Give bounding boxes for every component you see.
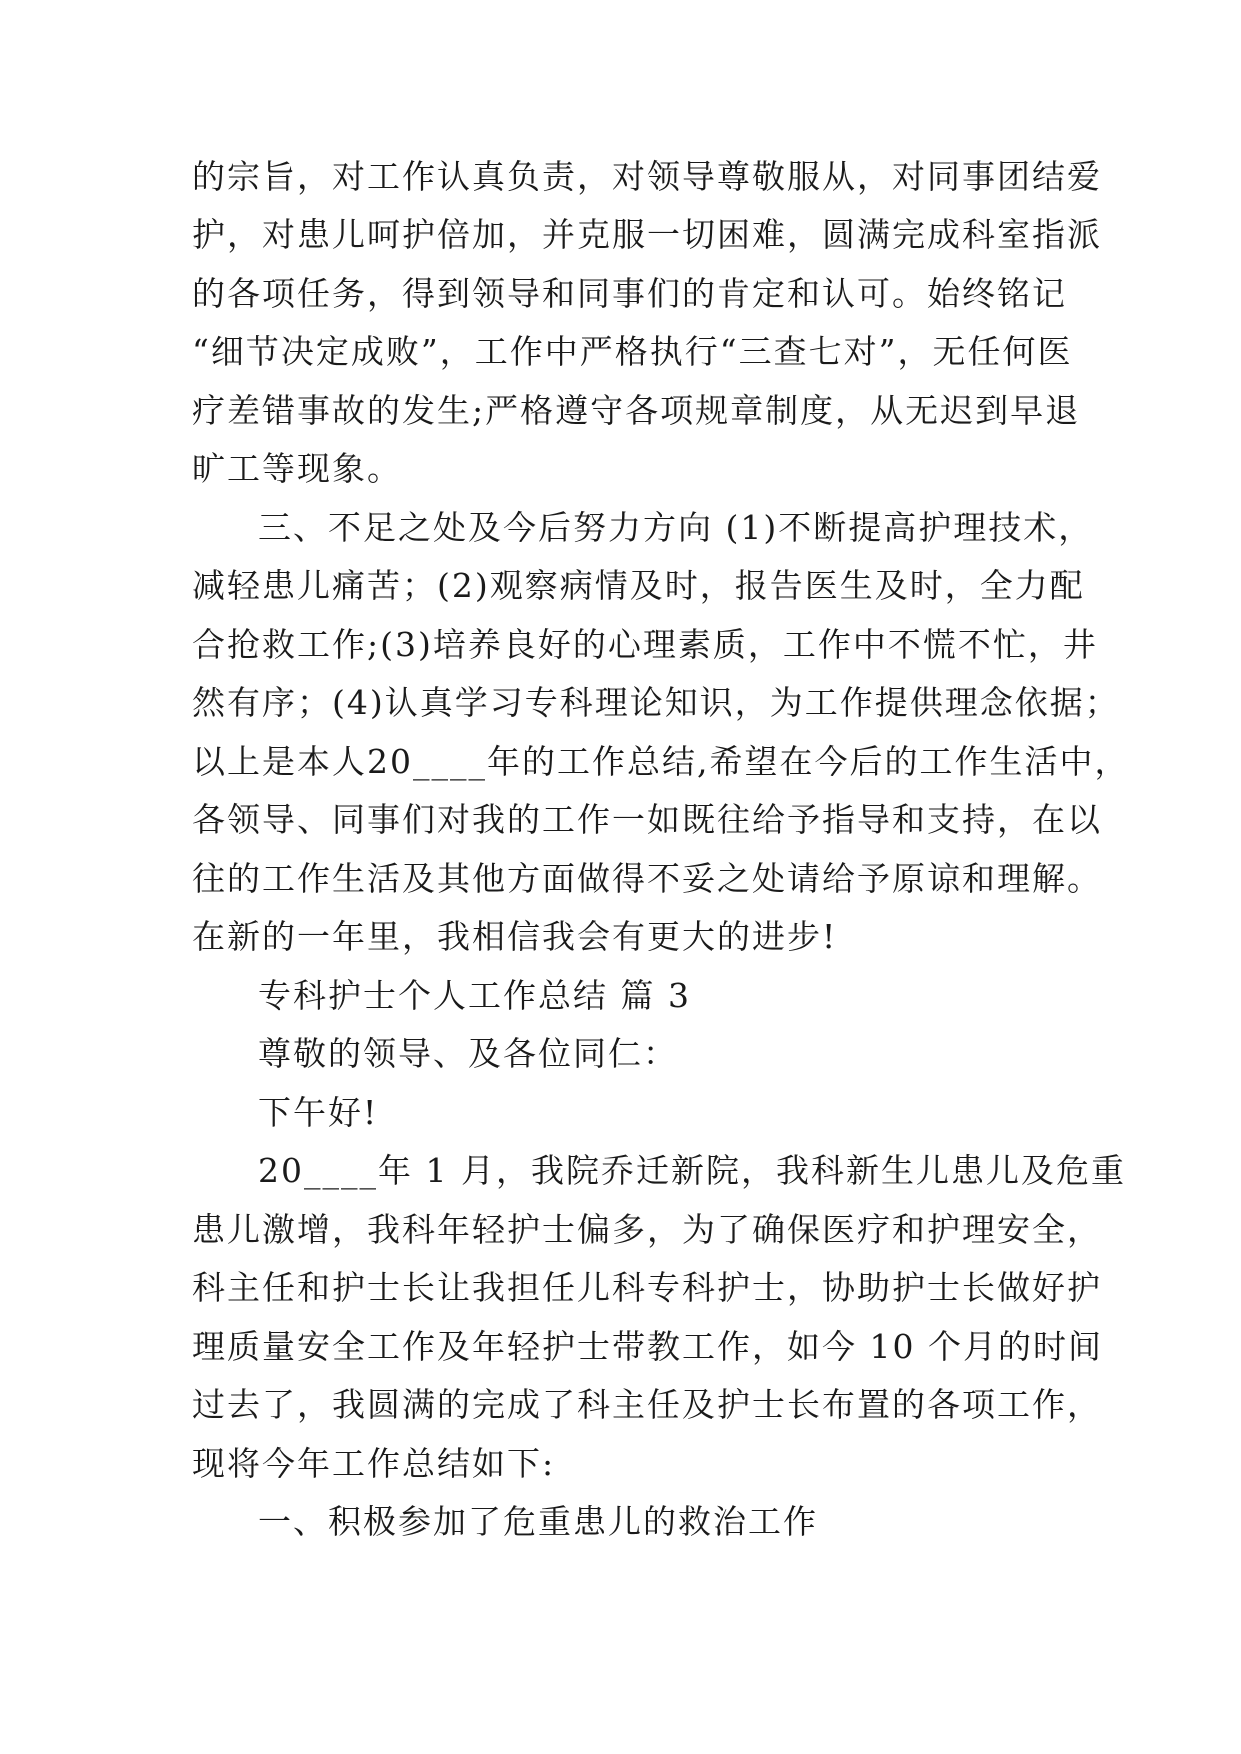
text-line: 的各项任务，得到领导和同事们的肯定和认可。始终铭记 [192, 274, 1067, 313]
text-line: 理质量安全工作及年轻护士带教工作，如今 10 个月的时间 [192, 1327, 1103, 1366]
text-line: 20____年 1 月，我院乔迁新院，我科新生儿患儿及危重 [258, 1151, 1126, 1190]
greeting: 下午好! [258, 1093, 379, 1132]
text-line: 往的工作生活及其他方面做得不妥之处请给予原谅和理解。 [192, 859, 1102, 898]
text-line: 过去了，我圆满的完成了科主任及护士长布置的各项工作， [192, 1385, 1102, 1424]
salutation: 尊敬的领导、及各位同仁： [258, 1034, 678, 1073]
text-line: 的宗旨，对工作认真负责，对领导尊敬服从，对同事团结爱 [192, 157, 1102, 196]
text-line: 以上是本人20____年的工作总结,希望在今后的工作生活中， [192, 742, 1130, 781]
section-heading: 一、积极参加了危重患儿的救治工作 [258, 1502, 818, 1541]
text-line: 患儿激增，我科年轻护士偏多，为了确保医疗和护理安全， [192, 1210, 1102, 1249]
text-line: 合抢救工作;(3)培养良好的心理素质，工作中不慌不忙，井 [192, 625, 1098, 664]
text-line: 各领导、同事们对我的工作一如既往给予指导和支持，在以 [192, 800, 1102, 839]
text-line: “细节决定成败”，工作中严格执行“三查七对”，无任何医 [192, 332, 1073, 371]
text-line: 疗差错事故的发生;严格遵守各项规章制度，从无迟到早退 [192, 391, 1081, 430]
text-line: 在新的一年里，我相信我会有更大的进步! [192, 917, 838, 956]
text-line: 然有序；(4)认真学习专科理论知识，为工作提供理念依据； [192, 683, 1120, 722]
text-line: 旷工等现象。 [192, 449, 402, 488]
text-line: 减轻患儿痛苦；(2)观察病情及时，报告医生及时，全力配 [192, 566, 1085, 605]
article-title: 专科护士个人工作总结 篇 3 [258, 976, 691, 1015]
text-line: 现将今年工作总结如下: [192, 1444, 556, 1483]
text-line: 护，对患儿呵护倍加，并克服一切困难，圆满完成科室指派 [192, 215, 1102, 254]
section-heading: 三、不足之处及今后努力方向 (1)不断提高护理技术， [258, 508, 1094, 547]
text-line: 科主任和护士长让我担任儿科专科护士，协助护士长做好护 [192, 1268, 1102, 1307]
